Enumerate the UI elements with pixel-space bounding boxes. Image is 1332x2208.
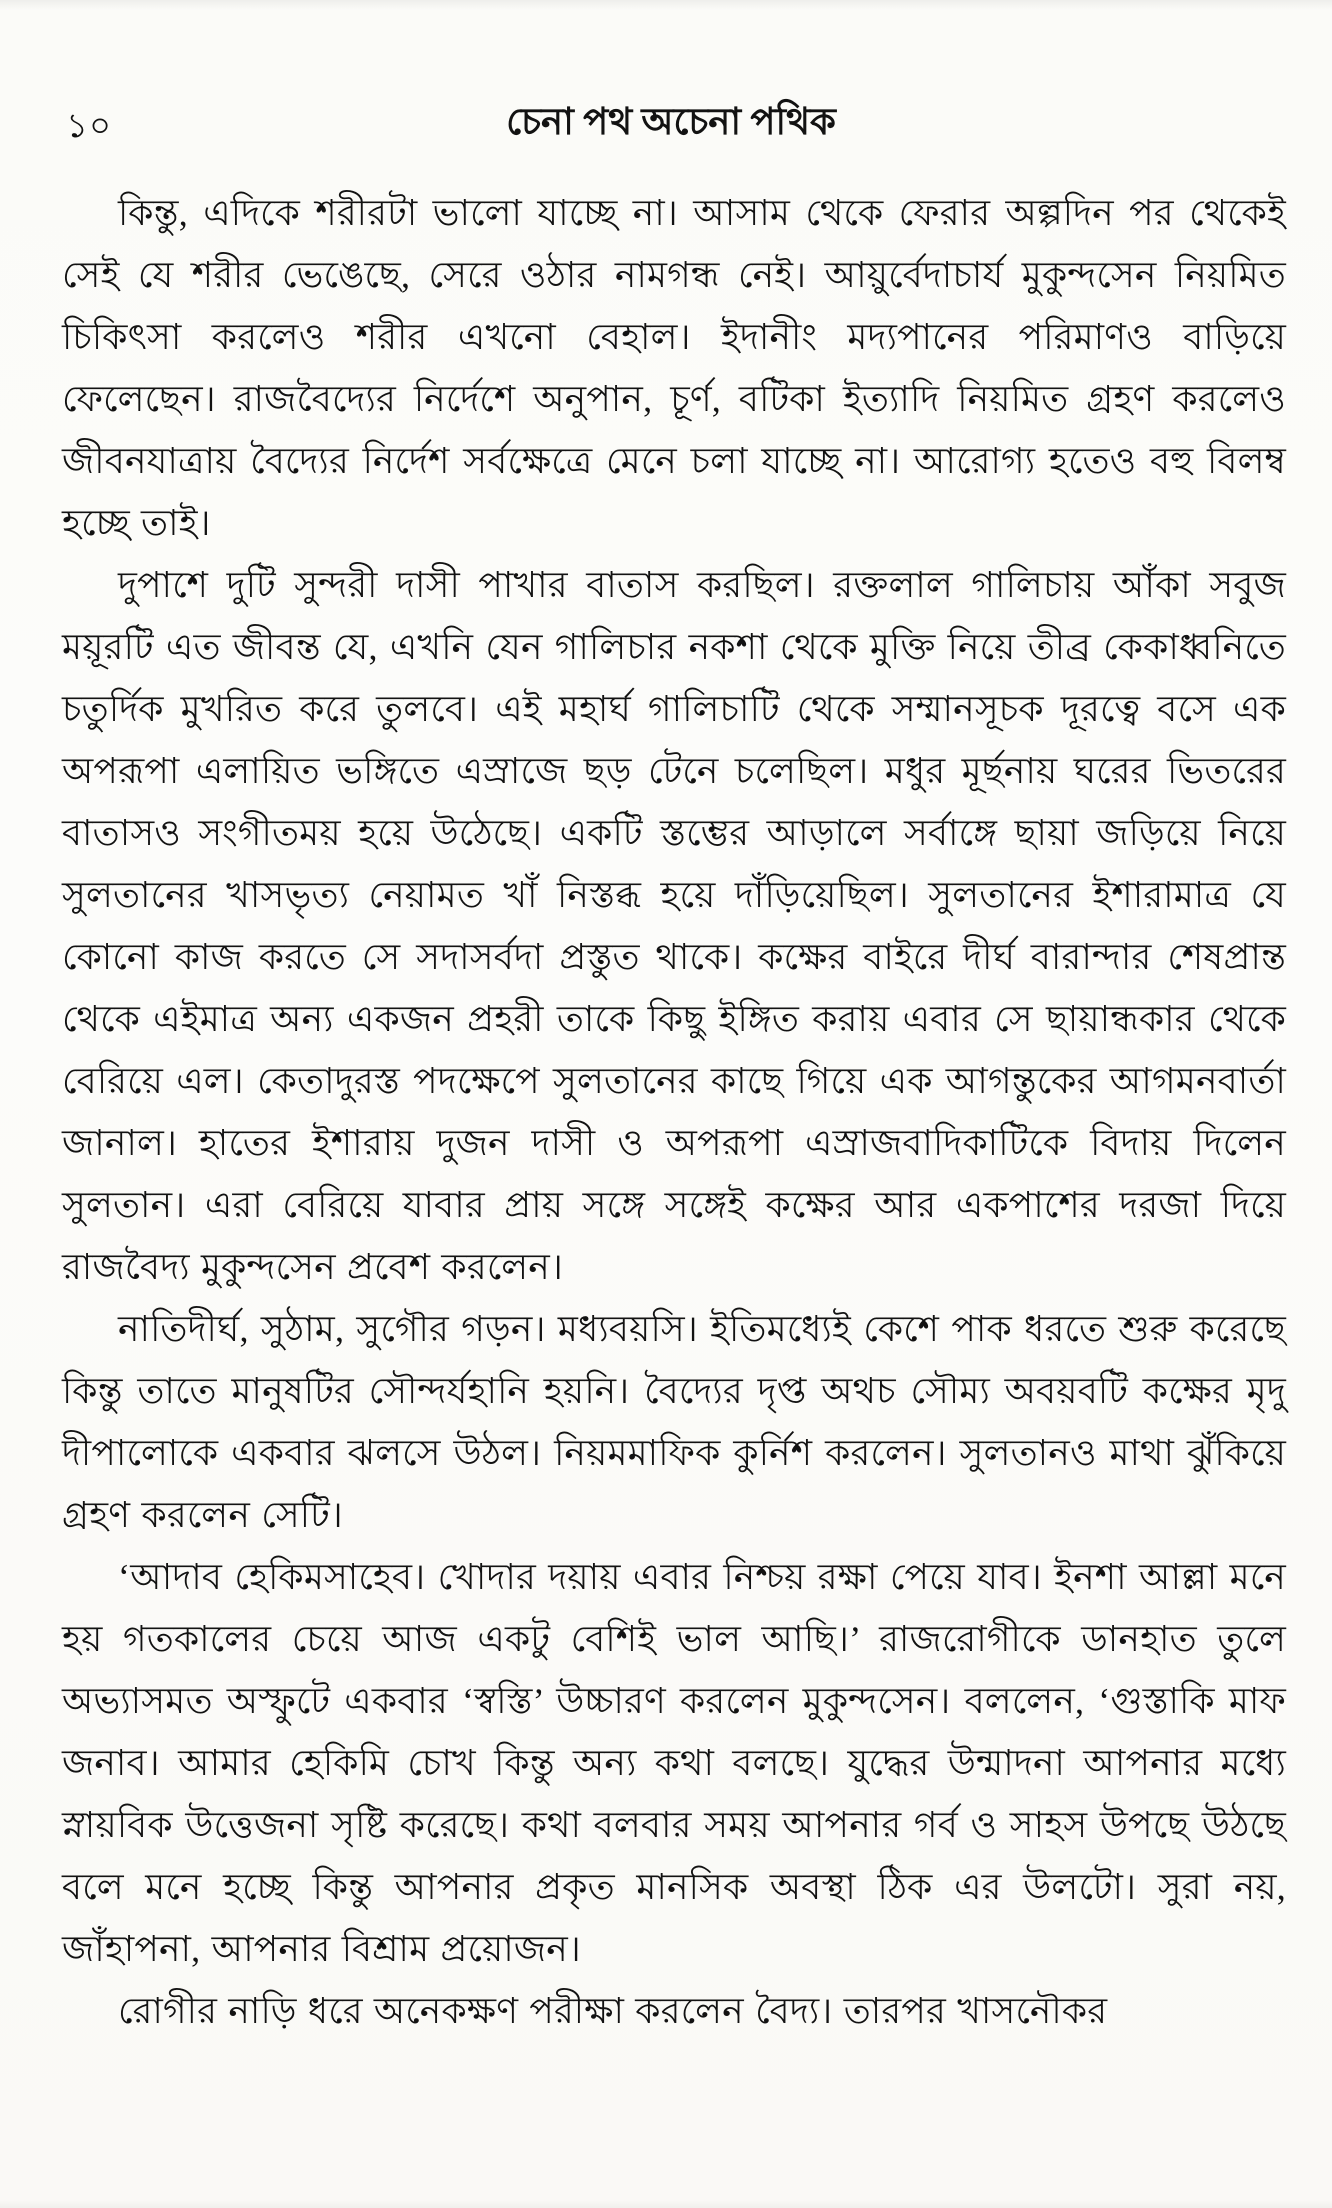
page-header bbox=[62, 92, 1280, 152]
page-body bbox=[62, 182, 1286, 2042]
scan-edge-bottom bbox=[0, 2200, 1332, 2208]
page-number: ১০ bbox=[66, 108, 113, 145]
paragraph-4: ‘আদাব হেকিমসাহেব। খোদার দয়ায় এবার নিশ্চয় রক্ষা পেয়ে যাব। ইনশা আল্লা মনে হয় গতকালের চেয়ে আজ একটু বেশিই ভাল আছি।’ রাজরোগীকে ডানহাত তুলে অভ্যাসমত অস্ফুটে একবার ‘স্বস্তি’ উচ্চারণ করলেন মুকুন্দসেন। বললেন, ‘গুস্তাকি মাফ জনাব। আমার হেকিমি চোখ কিন্তু অন্য কথা বলছে। যুদ্ধের উন্মাদনা আপনার মধ্যে স্নায়বিক উত্তেজনা সৃষ্টি করেছে। কথা বলবার সময় আপনার গর্ব ও সাহস উপছে উঠছে বলে মনে হচ্ছে কিন্তু আপনার প্রকৃত মানসিক অবস্থা ঠিক এর উলটো। সুরা নয়, জাঁহাপনা, আপনার বিশ্রাম প্রয়োজন। bbox=[62, 1557, 1286, 1969]
paragraph-2: দুপাশে দুটি সুন্দরী দাসী পাখার বাতাস করছিল। রক্তলাল গালিচায় আঁকা সবুজ ময়ূরটি এত জীবন্ত যে, এখনি যেন গালিচার নকশা থেকে মুক্তি নিয়ে তীব্র কেকাধ্বনিতে চতুর্দিক মুখরিত করে তুলবে। এই মহার্ঘ গালিচাটি থেকে সম্মানসূচক দূরত্বে বসে এক অপরূপা এলায়িত ভঙ্গিতে এস্রাজে ছড় টেনে চলেছিল। মধুর মূর্ছনায় ঘরের ভিতরের বাতাসও সংগীতময় হয়ে উঠেছে। একটি স্তম্ভের আড়ালে সর্বাঙ্গে ছায়া জড়িয়ে নিয়ে সুলতানের খাসভৃত্য নেয়ামত খাঁ নিস্তব্ধ হয়ে দাঁড়িয়েছিল। সুলতানের ইশারামাত্র যে কোনো কাজ করতে সে সদাসর্বদা প্রস্তুত থাকে। কক্ষের বাইরে দীর্ঘ বারান্দার শেষপ্রান্ত থেকে এইমাত্র অন্য একজন প্রহরী তাকে কিছু ইঙ্গিত করায় এবার সে ছায়ান্ধকার থেকে বেরিয়ে এল। কেতাদুরস্ত পদক্ষেপে সুলতানের কাছে গিয়ে এক আগন্তুকের আগমনবার্তা জানাল। হাতের ইশারায় দুজন দাসী ও অপরূপা এস্রাজবাদিকাটিকে বিদায় দিলেন সুলতান। এরা বেরিয়ে যাবার প্রায় সঙ্গে সঙ্গেই কক্ষের আর একপাশের দরজা দিয়ে রাজবৈদ্য মুকুন্দসেন প্রবেশ করলেন। bbox=[62, 565, 1286, 1287]
paragraph-3: নাতিদীর্ঘ, সুঠাম, সুগৌর গড়ন। মধ্যবয়সি। ইতিমধ্যেই কেশে পাক ধরতে শুরু করেছে কিন্তু তাতে মানুষটির সৌন্দর্যহানি হয়নি। বৈদ্যের দৃপ্ত অথচ সৌম্য অবয়বটি কক্ষের মৃদু দীপালোকে একবার ঝলসে উঠল। নিয়মমাফিক কুর্নিশ করলেন। সুলতানও মাথা ঝুঁকিয়ে গ্রহণ করলেন সেটি। bbox=[62, 1309, 1286, 1535]
running-title: চেনা পথ অচেনা পথিক bbox=[506, 102, 836, 143]
paragraph-5: রোগীর নাড়ি ধরে অনেকক্ষণ পরীক্ষা করলেন বৈদ্য। তারপর খাসনৌকর bbox=[118, 1991, 1108, 2031]
paragraph-1: কিন্তু, এদিকে শরীরটা ভালো যাচ্ছে না। আসাম থেকে ফেরার অল্পদিন পর থেকেই সেই যে শরীর ভেঙেছে, সেরে ওঠার নামগন্ধ নেই। আয়ুর্বেদাচার্য মুকুন্দসেন নিয়মিত চিকিৎসা করলেও শরীর এখনো বেহাল। ইদানীং মদ্যপানের পরিমাণও বাড়িয়ে ফেলেছেন। রাজবৈদ্যের নির্দেশে অনুপান, চূর্ণ, বটিকা ইত্যাদি নিয়মিত গ্রহণ করলেও জীবনযাত্রায় বৈদ্যের নির্দেশ সর্বক্ষেত্রে মেনে চলা যাচ্ছে না। আরোগ্য হতেও বহু বিলম্ব হচ্ছে তাই। bbox=[62, 193, 1286, 543]
scan-edge-top bbox=[0, 0, 1332, 10]
